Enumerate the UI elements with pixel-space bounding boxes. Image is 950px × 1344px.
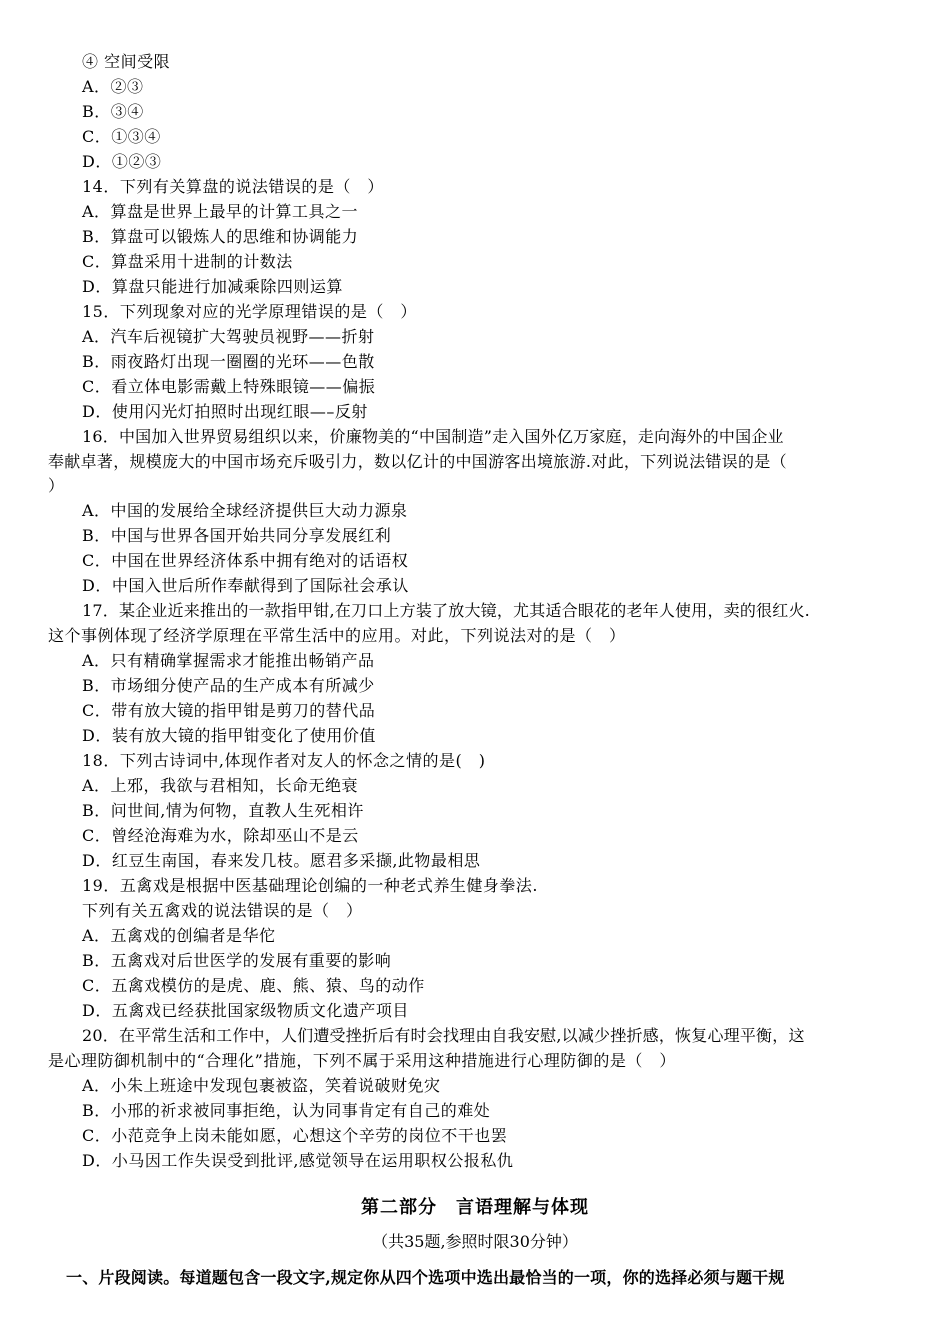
option-line: A．上邪，我欲与君相知，长命无绝衰 [82, 776, 359, 795]
option-line: C．五禽戏模仿的是虎、鹿、熊、猿、鸟的动作 [82, 976, 425, 995]
option-line: C．看立体电影需戴上特殊眼镜——偏振 [82, 377, 376, 396]
option-line: B．问世间,情为何物，直教人生死相许 [82, 801, 364, 820]
option-line: B．中国与世界各国开始共同分享发展红利 [82, 526, 392, 545]
option-line: A．汽车后视镜扩大驾驶员视野——折射 [82, 327, 375, 346]
option-line: B．市场细分使产品的生产成本有所减少 [82, 676, 375, 695]
text-line: ④ 空间受限 [82, 52, 171, 71]
section-title: 第二部分 言语理解与体现 [361, 1197, 589, 1218]
question-20-continued: 是心理防御机制中的“合理化”措施，下列不属于采用这种措施进行心理防御的是（ ） [48, 1051, 676, 1070]
option-line: C．小范竞争上岗未能如愿，心想这个辛劳的岗位不干也罢 [82, 1126, 508, 1145]
text-line: B．③④ [82, 102, 144, 121]
question-15: 15．下列现象对应的光学原理错误的是（ ） [82, 302, 417, 321]
option-line: C．中国在世界经济体系中拥有绝对的话语权 [82, 551, 409, 570]
option-line: B．五禽戏对后世医学的发展有重要的影响 [82, 951, 392, 970]
option-line: D．算盘只能进行加减乘除四则运算 [82, 277, 343, 296]
option-line: A．小朱上班途中发现包裹被盗，笑着说破财免灾 [82, 1076, 441, 1095]
text-line: D．①②③ [82, 152, 162, 171]
question-19-continued: 下列有关五禽戏的说法错误的是（ ） [82, 901, 363, 920]
option-line: C．带有放大镜的指甲钳是剪刀的替代品 [82, 701, 376, 720]
option-line: A．算盘是世界上最早的计算工具之一 [82, 202, 359, 221]
section-subtitle: （共35题,参照时限30分钟） [372, 1232, 578, 1251]
text-line: C．①③④ [82, 127, 161, 146]
option-line: A．只有精确掌握需求才能推出畅销产品 [82, 651, 375, 670]
question-16: 16．中国加入世界贸易组织以来，价廉物美的“中国制造”走入国外亿万家庭，走向海外的中国企业 [82, 427, 784, 446]
option-line: D．装有放大镜的指甲钳变化了使用价值 [82, 726, 376, 745]
option-line: A．中国的发展给全球经济提供巨大动力源泉 [82, 501, 408, 520]
option-line: B．雨夜路灯出现一圈圈的光环——色散 [82, 352, 375, 371]
question-16-continued: 奉献卓著，规模庞大的中国市场充斥吸引力，数以亿计的中国游客出境旅游.对此，下列说法错误的是（ [48, 452, 787, 471]
option-line: C．曾经沧海难为水，除却巫山不是云 [82, 826, 359, 845]
option-line: C．算盘采用十进制的计数法 [82, 252, 293, 271]
option-line: B．小邢的祈求被同事拒绝，认为同事肯定有自己的难处 [82, 1101, 491, 1120]
question-20: 20．在平常生活和工作中，人们遭受挫折后有时会找理由自我安慰,以减少挫折感，恢复心理平衡，这 [82, 1026, 805, 1045]
text-line: A．②③ [82, 77, 144, 96]
option-line: D．小马因工作失误受到批评,感觉领导在运用职权公报私仇 [82, 1151, 514, 1170]
option-line: A．五禽戏的创编者是华佗 [82, 926, 276, 945]
option-line: D．中国入世后所作奉献得到了国际社会承认 [82, 576, 409, 595]
option-line: D．使用闪光灯拍照时出现红眼—–反射 [82, 402, 368, 421]
option-line: B．算盘可以锻炼人的思维和协调能力 [82, 227, 359, 246]
option-line: D．红豆生南国，春来发几枝。愿君多采撷,此物最相思 [82, 851, 481, 870]
section-instruction: 一、片段阅读。每道题包含一段文字,规定你从四个选项中选出最恰当的一项，你的选择必须与题干规 [66, 1268, 785, 1287]
option-line: D．五禽戏已经获批国家级物质文化遗产项目 [82, 1001, 409, 1020]
question-18: 18．下列古诗词中,体现作者对友人的怀念之情的是( ) [82, 751, 486, 770]
question-17: 17．某企业近来推出的一款指甲钳,在刀口上方装了放大镜，尤其适合眼花的老年人使用，卖的很红火. [82, 601, 810, 620]
question-19: 19．五禽戏是根据中医基础理论创编的一种老式养生健身拳法. [82, 876, 538, 895]
question-14: 14．下列有关算盘的说法错误的是（ ） [82, 177, 384, 196]
question-16-continued: ） [48, 476, 65, 495]
question-17-continued: 这个事例体现了经济学原理在平常生活中的应用。对此，下列说法对的是（ ） [48, 626, 626, 645]
